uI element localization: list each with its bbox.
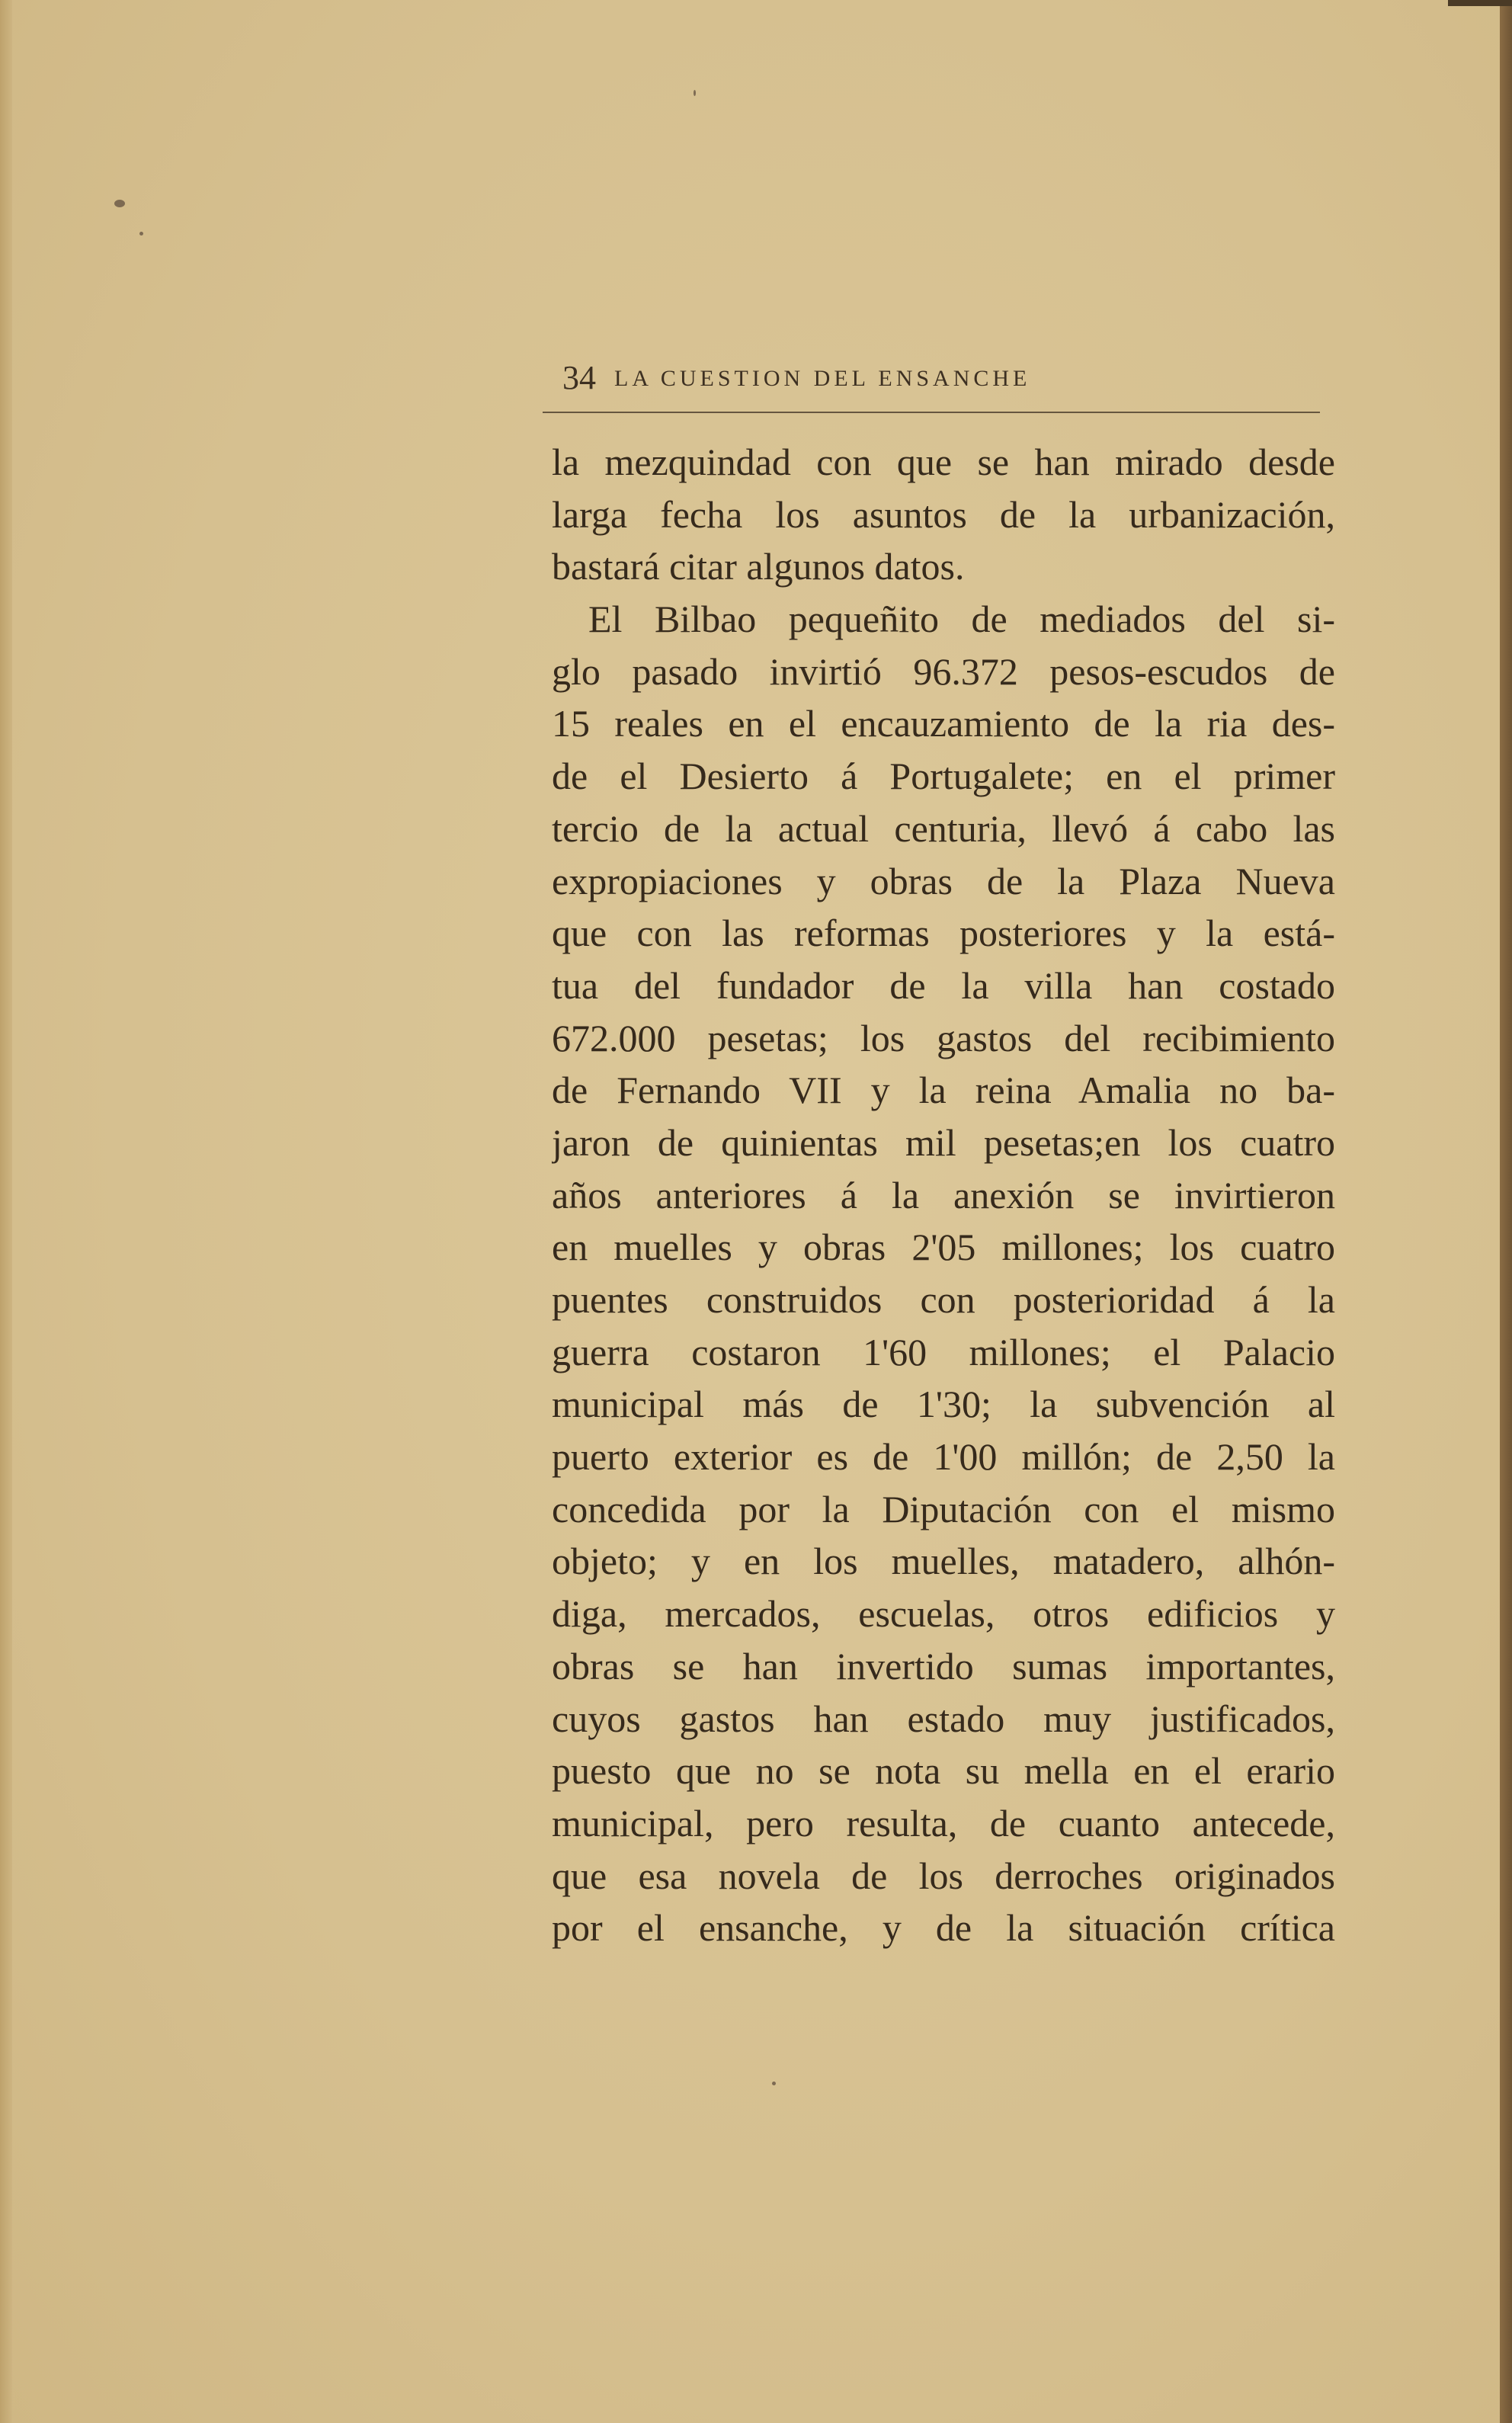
paper-speck [114,200,125,207]
corner-shadow [1448,0,1512,6]
running-title: LA CUESTION DEL ENSANCHE [614,366,1031,391]
text-line: en muelles y obras 2'05 millones; los cuatro [552,1226,1335,1269]
text-line: 672.000 pesetas; los gastos del recibimiento [552,1016,1335,1059]
text-line: que esa novela de los derroches originados [552,1854,1335,1897]
text-line: diga, mercados, escuelas, otros edificios y [552,1592,1335,1636]
text-line: de el Desierto á Portugalete; en el primer [552,755,1335,798]
text-line: guerra costaron 1'60 millones; el Palacio [552,1330,1335,1373]
text-line: concedida por la Diputación con el mismo [552,1487,1335,1530]
page-left-edge [0,0,12,2423]
paper-speck [139,232,143,236]
text-line: municipal más de 1'30; la subvención al [552,1383,1335,1426]
text-line: obras se han invertido sumas importantes, [552,1644,1335,1687]
page-right-edge [1500,0,1512,2423]
text-line: tercio de la actual centuria, llevó á cabo las [552,806,1335,850]
text-line: tua del fundador de la villa han costado [552,963,1335,1007]
text-line: puerto exterior es de 1'00 millón; de 2,50 la [552,1435,1335,1479]
text-line: 15 reales en el encauzamiento de la ria des- [552,702,1335,745]
text-line: bastará citar algunos datos. [552,545,965,588]
text-line: cuyos gastos han estado muy justificados, [552,1697,1335,1740]
text-line: glo pasado invirtió 96.372 pesos-escudos de [552,649,1335,693]
text-line: años anteriores á la anexión se invirtieron [552,1173,1335,1216]
text-line: puentes construidos con posterioridad á la [552,1278,1335,1321]
text-line: larga fecha los asuntos de la urbanización, [552,492,1335,536]
text-line: municipal, pero resulta, de cuanto antecede, [552,1801,1335,1844]
text-line: jaron de quinientas mil pesetas;en los cuatro [552,1120,1335,1164]
text-line: de Fernando VII y la reina Amalia no ba- [552,1069,1335,1112]
text-line: la mezquindad con que se han mirado desde [552,441,1335,483]
text-line: puesto que no se nota su mella en el erario [552,1749,1335,1793]
page-number: 34 [562,359,596,396]
header-rule [543,412,1320,413]
text-line: expropiaciones y obras de la Plaza Nueva [552,859,1335,902]
paper-speck [694,90,696,96]
paper-speck [772,2082,776,2085]
text-line: objeto; y en los muelles, matadero, alhón- [552,1540,1335,1583]
text-line: que con las reformas posteriores y la está- [552,912,1335,955]
page-header [552,358,1337,396]
text-line: por el ensanche, y de la situación crítica [552,1906,1335,1950]
text-line: El Bilbao pequeñito de mediados del si- [588,598,1335,641]
body-text [552,436,1335,1954]
